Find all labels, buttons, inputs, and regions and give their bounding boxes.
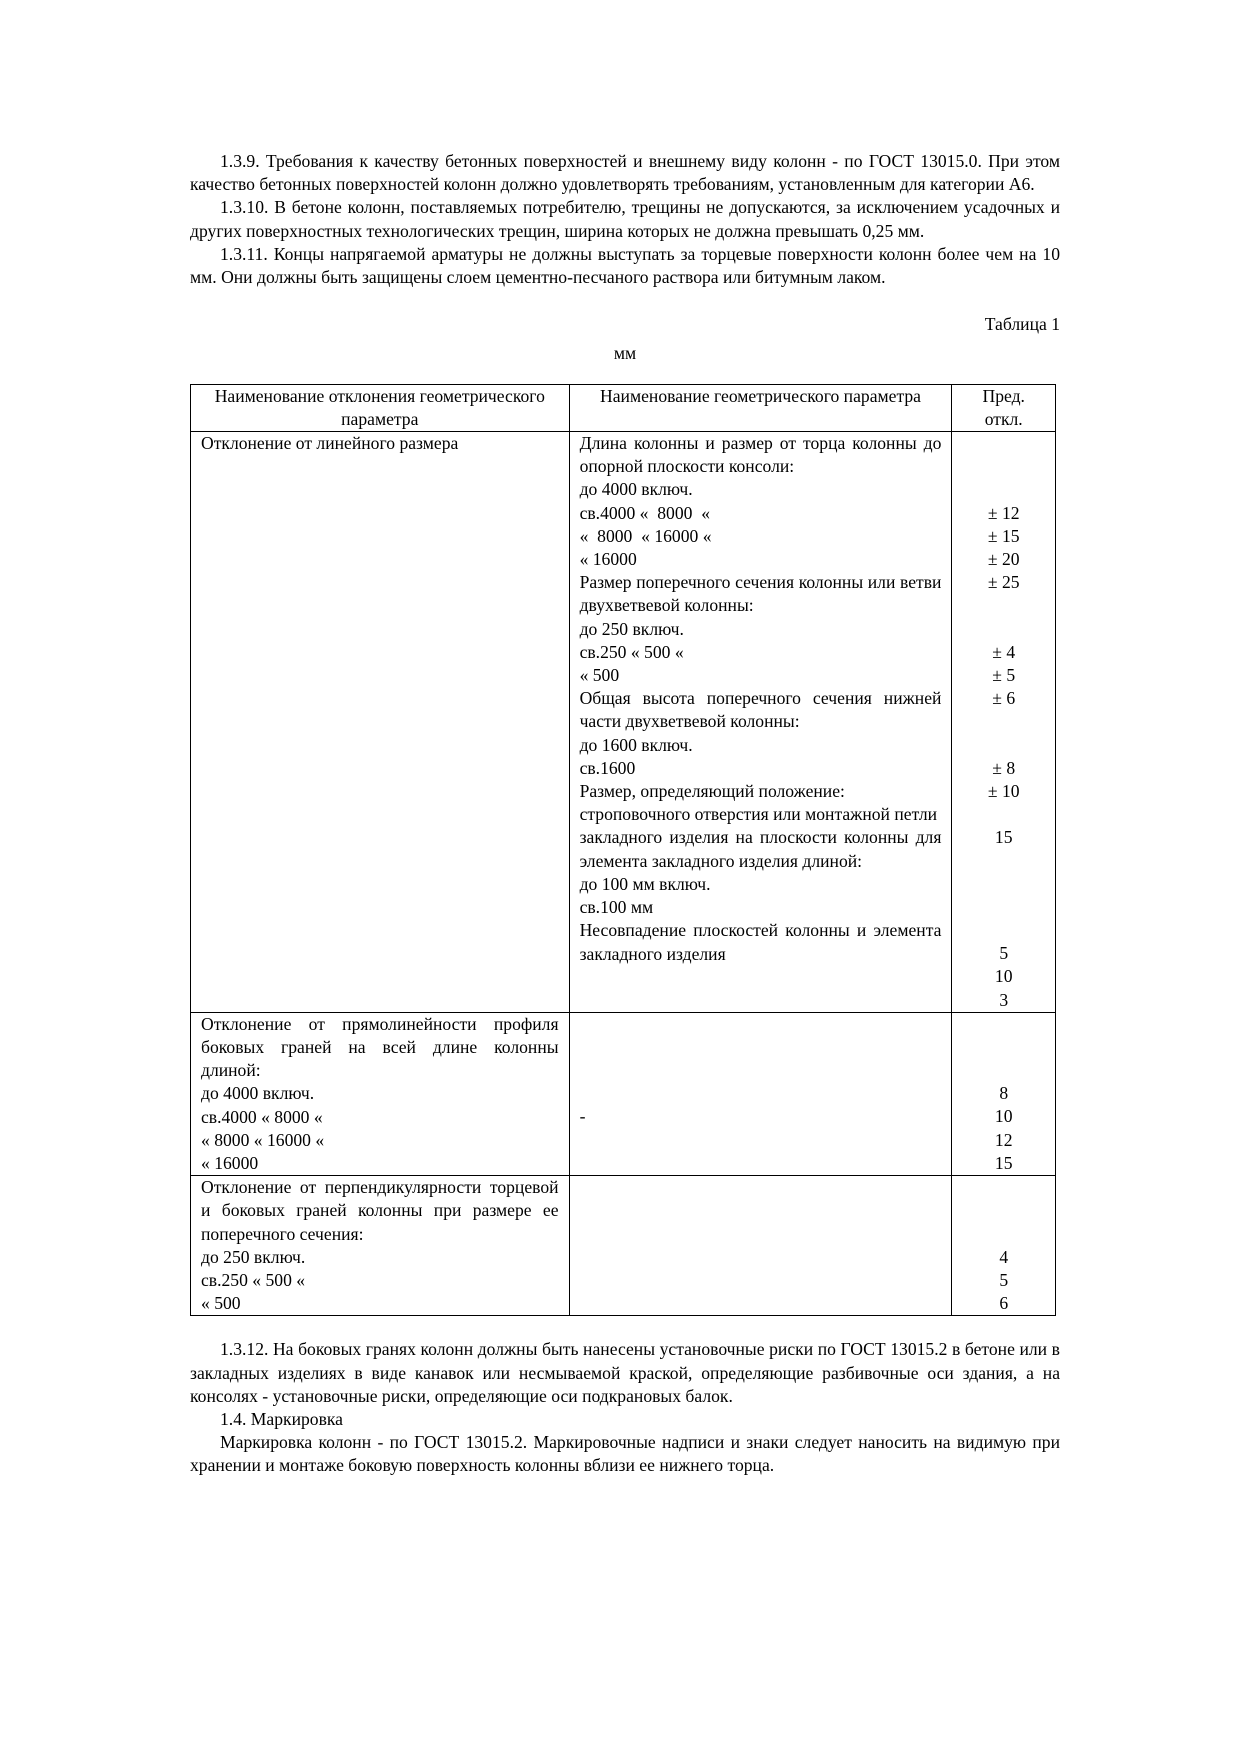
tolerance-value: 10	[994, 1106, 1013, 1127]
parameter-list	[569, 432, 952, 1013]
parameter-line: Размер поперечного сечения колонны или ветви двухветвевой колонны:	[579, 572, 942, 616]
parameter-line: Длина колонны и размер от торца колонны до опорной плоскости консоли:	[579, 433, 942, 477]
deviation-line: св.4000 « 8000 «	[201, 1106, 323, 1127]
tolerance-value: 5	[999, 1269, 1009, 1290]
header-tolerance: Пред. откл.	[952, 384, 1056, 431]
tolerance-value: ± 20	[987, 548, 1020, 569]
deviations-table	[190, 384, 1056, 1317]
parameter-line: закладного изделия на плоскости колонны для элемента закладного изделия длиной:	[579, 827, 942, 871]
parameter-line: Несовпадение плоскостей колонны и элемента закладного изделия	[579, 920, 942, 964]
parameter-line: до 1600 включ.	[579, 734, 693, 755]
table-unit: мм	[613, 343, 637, 364]
deviation-perpendicularity	[191, 1176, 570, 1316]
parameter-line: Размер, определяющий положение:	[579, 781, 845, 802]
tolerance-list	[952, 1012, 1056, 1175]
tolerance-value: ± 15	[987, 525, 1020, 546]
tolerance-value: 3	[999, 989, 1009, 1010]
header-parameter: Наименование геометрического параметра	[569, 384, 952, 431]
deviation-line: до 4000 включ.	[201, 1083, 315, 1104]
parameter-line: « 8000 « 16000 «	[579, 525, 712, 546]
tolerance-list	[952, 1176, 1056, 1316]
table-group-linear	[191, 432, 1056, 1013]
deviation-line: « 500	[201, 1293, 241, 1314]
deviation-intro: Отклонение от прямолинейности профиля боковых граней на всей длине колонны длиной:	[201, 1013, 559, 1081]
tolerance-value: 4	[999, 1246, 1009, 1267]
paragraph-1-3-10: 1.3.10. В бетоне колонн, поставляемых потребителю, трещины не допускаются, за исключением усадочных и других поверхностных технологических трещин, ширина которых не должна превышать 0,25 мм.	[190, 197, 1060, 241]
tolerance-value: 5	[999, 943, 1009, 964]
deviation-line: св.250 « 500 «	[201, 1269, 306, 1290]
parameter-line: св.100 мм	[579, 897, 654, 918]
tolerance-value: 15	[994, 1152, 1013, 1173]
deviation-line: « 16000	[201, 1152, 259, 1173]
tolerance-value: ± 6	[992, 688, 1016, 709]
paragraph-1-3-11: 1.3.11. Концы напрягаемой арматуры не должны выступать за торцевые поверхности колонн более чем на 10 мм. Они должны быть защищены слоем цементно-песчаного раствора или битумным лаком.	[190, 243, 1060, 288]
section-heading-1-4: 1.4. Маркировка	[220, 1408, 343, 1429]
tolerance-value: 10	[994, 966, 1013, 987]
parameter-line: св.250 « 500 «	[579, 641, 684, 662]
parameter-line: строповочного отверстия или монтажной петли	[579, 804, 938, 825]
paragraph-1-3-12: 1.3.12. На боковых гранях колонн должны быть нанесены установочные риски по ГОСТ 13015.2 в бетоне или в закладных изделиях в виде канавок или несмываемой краской, определяющие разбивочные оси здания, а на консолях - установочные риски, определяющие оси подкрановых балок.	[190, 1339, 1060, 1406]
parameter-line: « 16000	[579, 549, 637, 570]
tolerance-value: ± 8	[992, 757, 1016, 778]
table-header-row	[191, 384, 1056, 431]
deviation-intro: Отклонение от перпендикулярности торцевой и боковых граней колонны при размере ее поперечного сечения:	[201, 1177, 559, 1244]
parameter-line: св.4000 « 8000 «	[579, 502, 711, 523]
parameter-cell	[569, 1176, 952, 1316]
tolerance-value: 8	[999, 1083, 1009, 1104]
parameter-line: до 250 включ.	[579, 618, 684, 639]
deviation-straightness	[191, 1012, 570, 1175]
deviation-line: до 250 включ.	[201, 1246, 306, 1267]
table-caption: Таблица 1	[984, 314, 1060, 335]
deviation-linear: Отклонение от линейного размера	[191, 432, 570, 1013]
deviation-line: « 8000 « 16000 «	[201, 1129, 325, 1150]
parameter-line: св.1600	[579, 757, 636, 778]
parameter-line: до 4000 включ.	[579, 479, 693, 500]
tolerance-value: ± 12	[987, 502, 1020, 523]
tolerance-value: 6	[999, 1293, 1009, 1314]
table-group-straightness	[191, 1012, 1056, 1175]
paragraph-1-3-9: 1.3.9. Требования к качеству бетонных поверхностей и внешнему виду колонн - по ГОСТ 13015.0. При этом качество бетонных поверхностей колонн должно удовлетворять требованиям, установленным для категории А6.	[190, 151, 1060, 195]
tolerance-value: ± 4	[992, 641, 1016, 662]
tolerance-value: ± 25	[987, 572, 1020, 593]
tolerance-value: ± 10	[987, 780, 1020, 801]
document-page	[190, 150, 1060, 1478]
parameter-cell	[569, 1012, 952, 1175]
parameter-line: Общая высота поперечного сечения нижней части двухветвевой колонны:	[579, 688, 942, 732]
parameter-dash: -	[579, 1106, 586, 1127]
parameter-line: « 500	[579, 665, 620, 686]
parameter-line: до 100 мм включ.	[579, 873, 711, 894]
tolerance-value: 12	[994, 1129, 1013, 1150]
tolerance-list	[952, 432, 1056, 1013]
paragraph-marking: Маркировка колонн - по ГОСТ 13015.2. Маркировочные надписи и знаки следует наносить на видимую при хранении и монтаже боковую поверхность колонны вблизи ее нижнего торца.	[190, 1432, 1060, 1476]
header-deviation: Наименование отклонения геометрического параметра	[191, 384, 570, 431]
tolerance-value: ± 5	[992, 664, 1016, 685]
table-group-perpendicularity	[191, 1176, 1056, 1316]
tolerance-value: 15	[994, 827, 1013, 848]
